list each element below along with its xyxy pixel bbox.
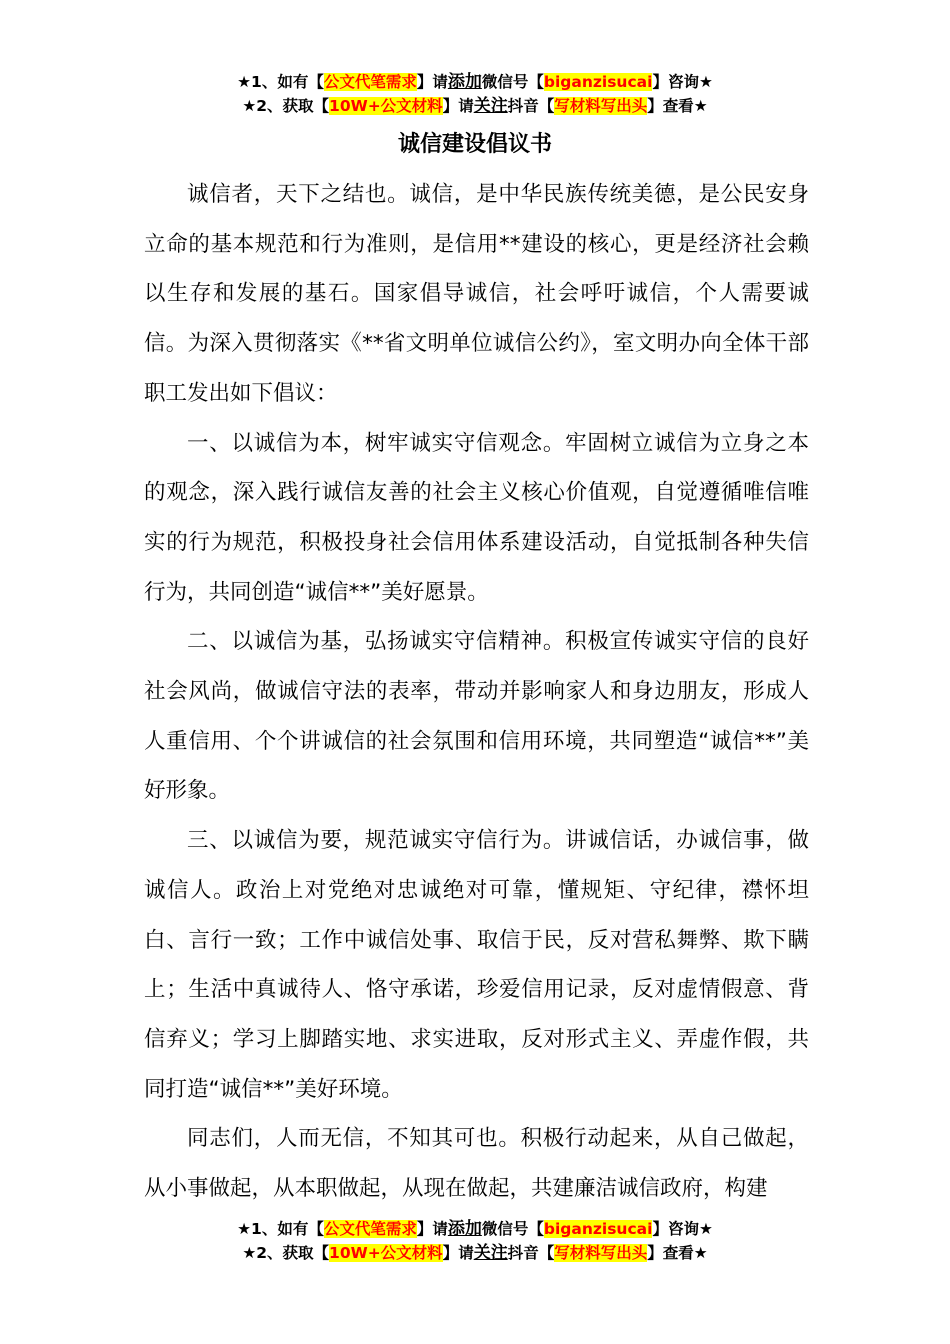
paragraph-intro: 诚信者，天下之结也。诚信，是中华民族传统美德，是公民安身立命的基本规范和行为准则，是信用**建设的核心，更是经济社会赖以生存和发展的基石。国家倡导诚信，社会呼吁诚信，个人需要诚信。为深入贯彻落实《**省文明单位诚信公约》，室文明办向全体干部职工发出如下倡议：: [144, 182, 809, 406]
header-line-1: [0, 70, 950, 94]
header-line-1-prefix: ★1、如有【: [237, 73, 324, 91]
footer-banner: [0, 1217, 950, 1265]
footer-line-2-highlight-materials: 10W+公文材料: [329, 1244, 443, 1262]
footer-line-2-mid: 】请: [442, 1244, 474, 1262]
footer-line-1-mid: 】请: [416, 1220, 448, 1238]
paragraph-closing: 同志们，人而无信，不知其可也。积极行动起来，从自己做起，从小事做起，从本职做起，从现在做起，共建廉洁诚信政府，构建: [144, 1126, 809, 1202]
footer-line-1-mid2: 微信号【: [481, 1220, 544, 1238]
header-line-2-highlight-douyin: 写材料写出头: [554, 97, 648, 115]
header-line-2-emphasis: 关注: [473, 96, 508, 116]
footer-line-2-mid2: 抖音【: [507, 1244, 555, 1262]
header-line-2-mid2: 抖音【: [507, 97, 555, 115]
footer-line-2-suffix: 】查看★: [647, 1244, 708, 1262]
footer-line-1-highlight-service: 公文代笔需求: [323, 1220, 417, 1238]
footer-line-1-emphasis: 添加: [447, 1219, 482, 1239]
paragraph-point-3: 三、以诚信为要，规范诚实守信行为。讲诚信话，办诚信事，做诚信人。政治上对党绝对忠诚绝对可靠，懂规矩、守纪律，襟怀坦白、言行一致；工作中诚信处事、取信于民，反对营私舞弊、欺下瞒上；生活中真诚待人、恪守承诺，珍爱信用记录，反对虚情假意、背信弃义；学习上脚踏实地、求实进取，反对形式主义、弄虚作假，共同打造“诚信**”美好环境。: [144, 828, 809, 1102]
footer-line-1-prefix: ★1、如有【: [237, 1220, 324, 1238]
header-line-2-highlight-materials: 10W+公文材料: [329, 97, 443, 115]
header-line-1-mid2: 微信号【: [481, 73, 544, 91]
header-line-1-suffix: 】咨询★: [652, 73, 713, 91]
footer-line-1-highlight-wechat: biganzisucai: [543, 1220, 653, 1238]
header-line-1-highlight-wechat: biganzisucai: [543, 73, 653, 91]
header-line-2-suffix: 】查看★: [647, 97, 708, 115]
document-body: [144, 170, 809, 1214]
footer-line-1-suffix: 】咨询★: [652, 1220, 713, 1238]
paragraph-point-1: 一、以诚信为本，树牢诚实守信观念。牢固树立诚信为立身之本的观念，深入践行诚信友善的社会主义核心价值观，自觉遵循唯信唯实的行为规范，积极投身社会信用体系建设活动，自觉抵制各种失信行为，共同创造“诚信**”美好愿景。: [144, 430, 809, 605]
footer-line-2-emphasis: 关注: [473, 1243, 508, 1263]
header-line-1-highlight-service: 公文代笔需求: [323, 73, 417, 91]
header-line-2: [0, 94, 950, 118]
footer-line-1: [0, 1217, 950, 1241]
header-line-1-emphasis: 添加: [447, 72, 482, 92]
footer-line-2-highlight-douyin: 写材料写出头: [554, 1244, 648, 1262]
footer-line-2: [0, 1241, 950, 1265]
document-title: 诚信建设倡议书: [397, 132, 552, 157]
footer-line-2-prefix: ★2、获取【: [242, 1244, 330, 1262]
header-line-2-prefix: ★2、获取【: [242, 97, 330, 115]
header-line-2-mid: 】请: [442, 97, 474, 115]
paragraph-point-2: 二、以诚信为基，弘扬诚实守信精神。积极宣传诚实守信的良好社会风尚，做诚信守法的表率，带动并影响家人和身边朋友，形成人人重信用、个个讲诚信的社会氛围和信用环境，共同塑造“诚信**”美好形象。: [144, 629, 809, 804]
header-banner: [0, 70, 950, 118]
header-line-1-mid: 】请: [416, 73, 448, 91]
